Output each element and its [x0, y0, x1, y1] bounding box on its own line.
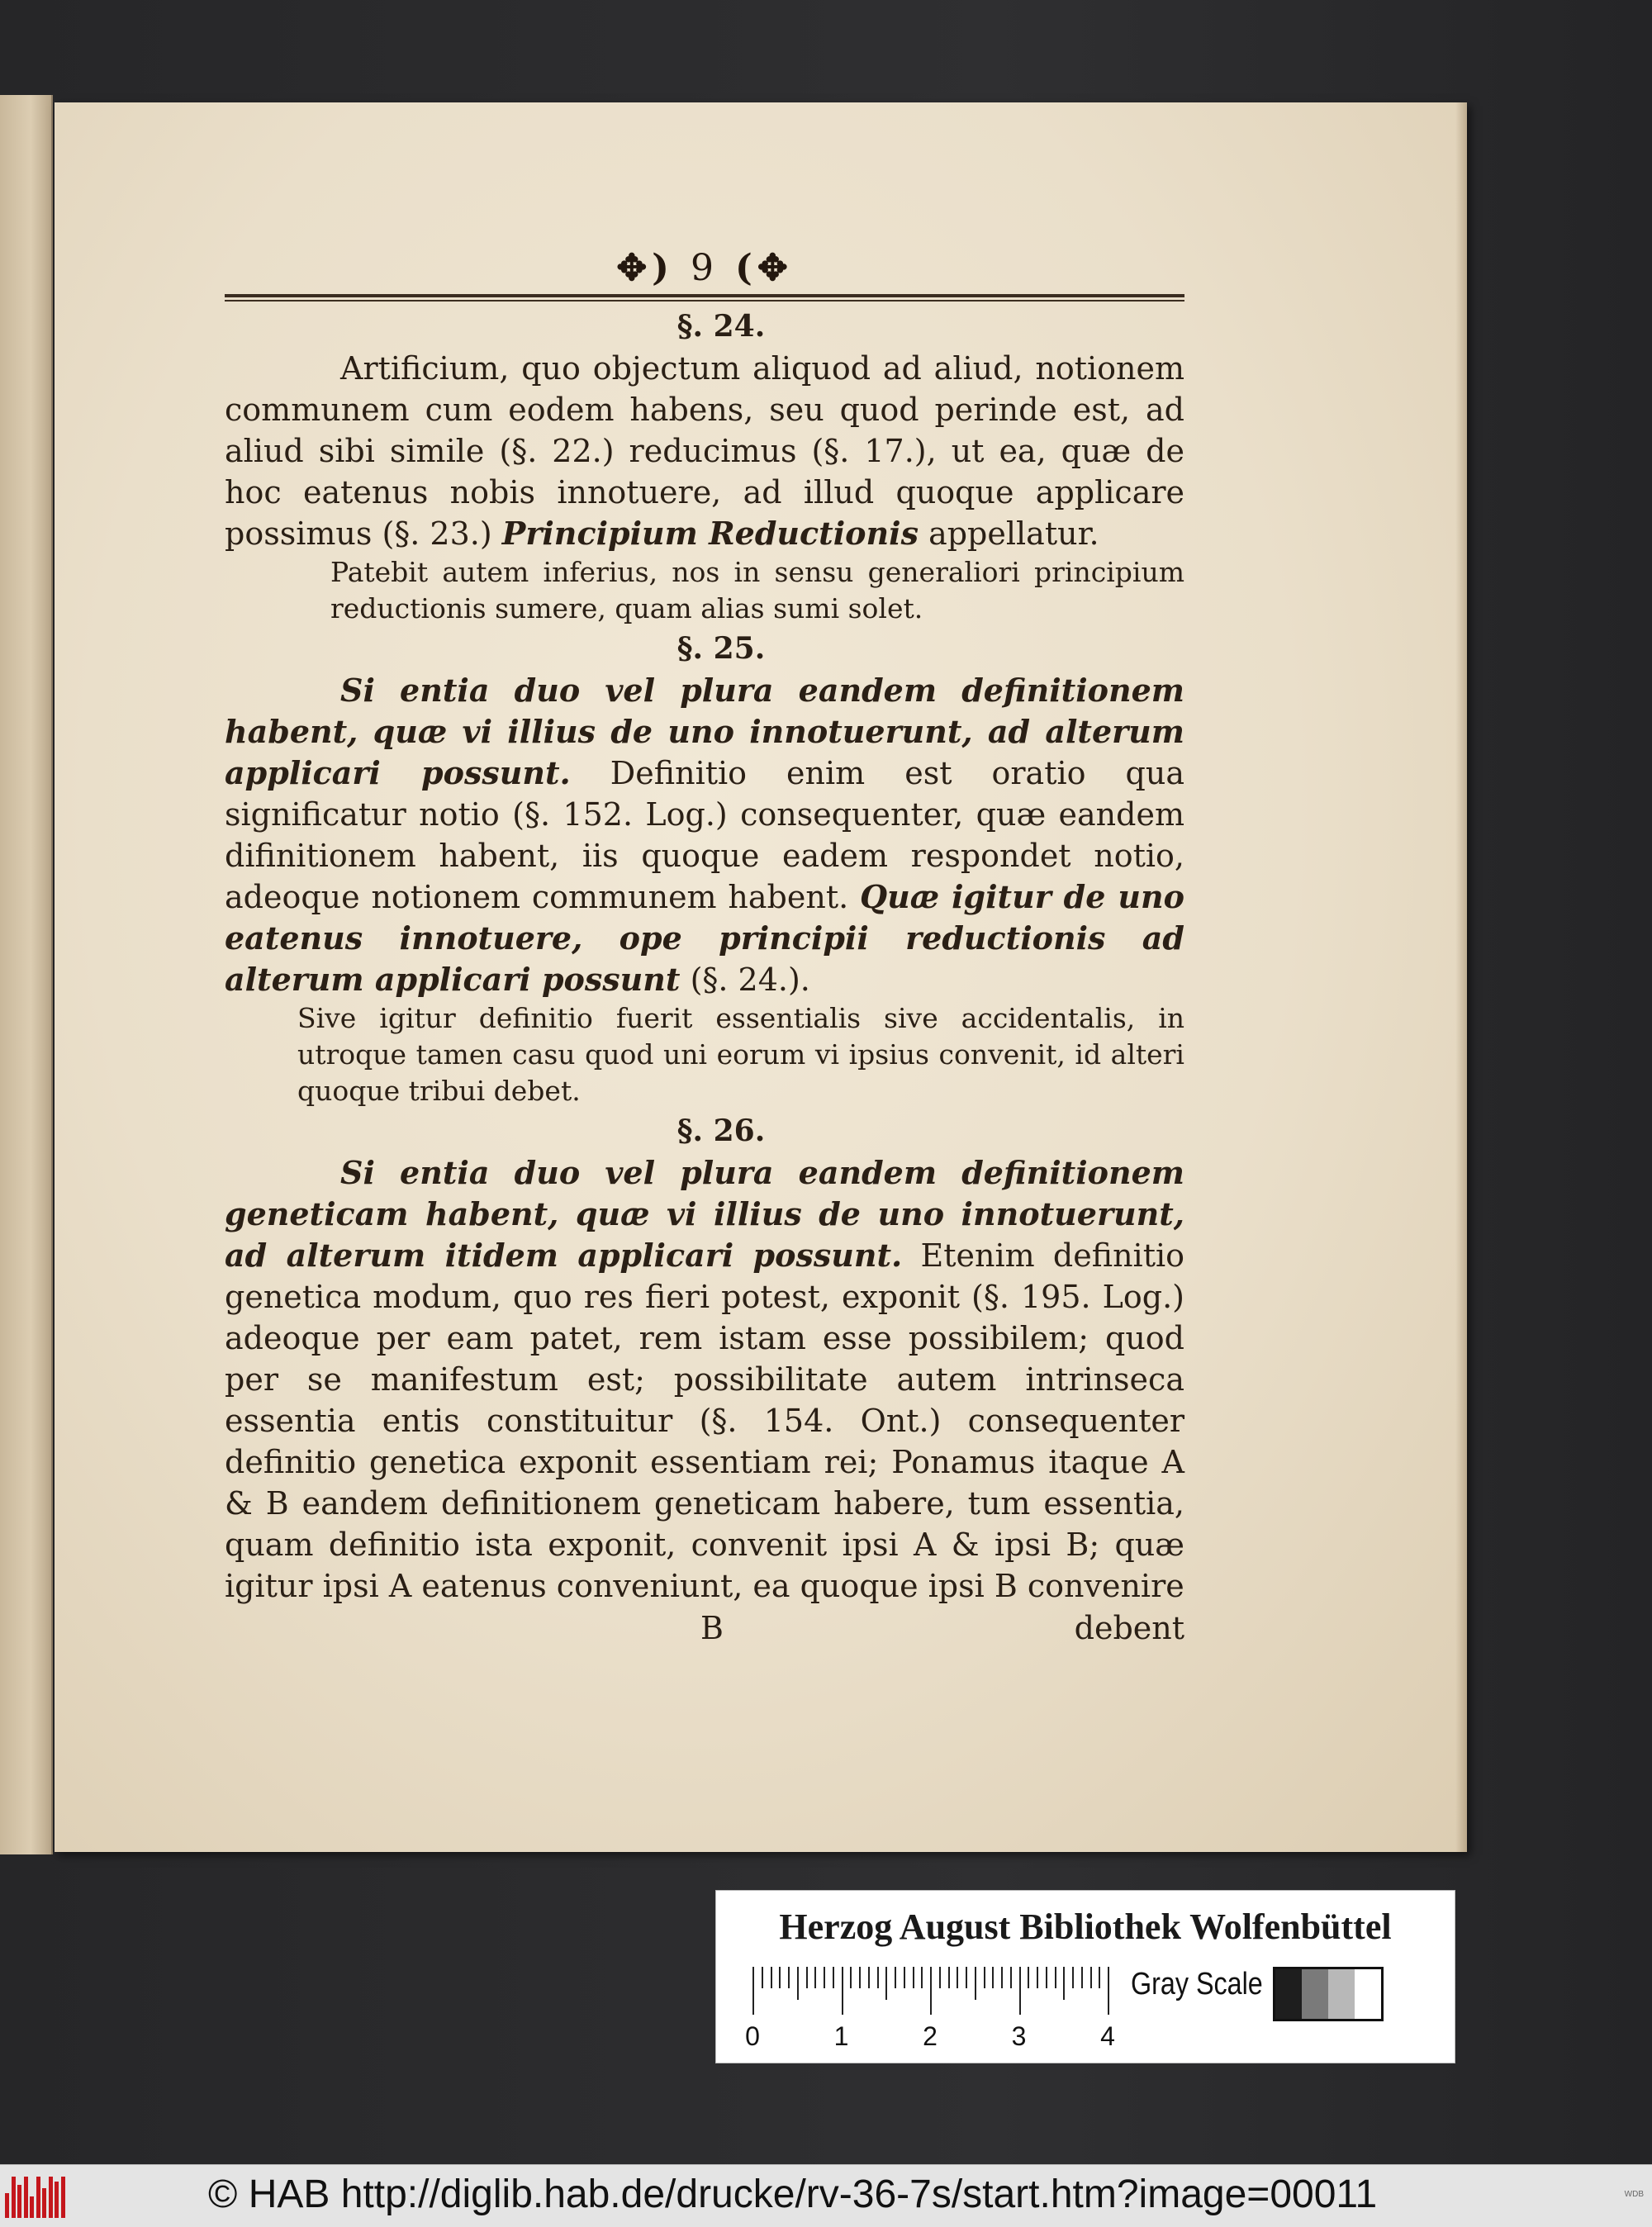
- logo-bar: [30, 2196, 34, 2218]
- header-ornament-right: (✥: [735, 247, 793, 289]
- ruler-tick: [833, 1967, 834, 1988]
- ruler-tick: [806, 1967, 808, 1988]
- section-26-text: [225, 1152, 1184, 1607]
- library-color-card: [715, 1890, 1455, 2063]
- ruler-tick: [877, 1967, 879, 1988]
- page-text-block: [225, 243, 1184, 1650]
- page-number: 9: [691, 247, 719, 289]
- ruler-tick: [921, 1967, 923, 1988]
- section-25-body: Definitio enim est oratio qua significatur notio (§. 152. Log.) consequenter, quæ eandem difinitionem habent, iis quoque eadem respondet notio, adeoque notionem communem habent.: [225, 755, 1184, 915]
- ruler-tick: [1090, 1967, 1092, 1988]
- ruler-tick: [1010, 1967, 1012, 1988]
- ruler-tick: [814, 1967, 816, 1988]
- ruler-tick: [788, 1967, 790, 1988]
- ruler-tick: [1001, 1967, 1003, 1988]
- ruler-tick: [948, 1967, 950, 1988]
- ruler-tick: [1063, 1967, 1065, 2000]
- book-page: [55, 102, 1467, 1852]
- ruler-tick: [1072, 1967, 1074, 1988]
- logo-bar: [17, 2185, 21, 2218]
- ruler-label: 4: [1100, 2021, 1115, 2051]
- scale-ruler: [745, 1967, 1115, 2051]
- gray-scale-chart: [1273, 1967, 1384, 2021]
- ruler-tick: [992, 1967, 994, 1988]
- logo-bar: [5, 2193, 9, 2218]
- logo-bar: [42, 2188, 46, 2218]
- section-mark-26: §. 26.: [676, 1114, 766, 1148]
- logo-bar: [24, 2177, 28, 2218]
- ruler-tick: [885, 1967, 887, 2000]
- section-24-body: Artificium, quo objectum aliquod ad aliud, notionem communem cum eodem habens, seu quod perinde est, ad aliud sibi simile (§. 22.) reducimus (§. 17.), ut ea, quæ de hoc eatenus nobis innotuere, ad illud quoque applicare possimus (§. 23.): [225, 350, 1184, 552]
- ruler-tick: [850, 1967, 852, 1988]
- section-25-ref: (§. 24.).: [690, 962, 810, 998]
- gray-step: [1328, 1969, 1355, 2019]
- ruler-tick: [984, 1967, 985, 1988]
- ruler-tick: [1108, 1967, 1109, 2015]
- ruler-tick: [868, 1967, 870, 1988]
- section-26-body: Etenim definitio genetica modum, quo res fieri potest, exponit (§. 195. Log.) adeoque per eam patet, rem istam esse possibilem; quod per se manifestum est; possibilitate autem intrinseca essentia entis constituitur (§. 154. Ont.) consequenter definitio genetica exponit essentiam rei; Ponamus itaque A & B eandem definitionem geneticam habere, tum essentia, quam definitio ista exponit, convenit ipsi A & ipsi B; quæ igitur ipsi A eatenus conveniunt, ea quoque ipsi B convenire: [225, 1237, 1184, 1604]
- section-24-note: Patebit autem inferius, nos in sensu generaliori principium reductionis sumere, quam alias sumi solet.: [330, 556, 1184, 624]
- ruler-label: 2: [923, 2021, 938, 2051]
- page-footer-line: [225, 1607, 1184, 1650]
- section-25-lead: Si entia duo vel plura eandem definitionem habent, quæ vi illius de uno innotuerunt, ad alterum applicari possunt.: [225, 672, 1184, 791]
- logo-bar: [36, 2177, 40, 2218]
- page-header: [225, 243, 1184, 294]
- ruler-tick: [957, 1967, 958, 1988]
- ruler-tick: [913, 1967, 914, 1988]
- ruler-tick: [771, 1967, 772, 1988]
- gray-step: [1275, 1969, 1302, 2019]
- catchword: debent: [1074, 1610, 1184, 1646]
- ruler-label: 1: [833, 2021, 849, 2051]
- ruler-tick: [752, 1967, 754, 2015]
- logo-bar: [12, 2177, 16, 2218]
- page-edge-shadow: [1455, 102, 1467, 1852]
- library-name: Herzog August Bibliothek Wolfenbüttel: [779, 1906, 1392, 1947]
- section-25-text: [225, 670, 1184, 1000]
- ruler-label: 0: [745, 2021, 760, 2051]
- logo-bar: [55, 2182, 59, 2218]
- section-26-lead: Si entia duo vel plura eandem definitionem geneticam habent, quæ vi illius de uno innotuerunt, ad alterum itidem applicari possunt.: [225, 1154, 1184, 1274]
- wdb-mark: WDB: [1624, 2190, 1644, 2199]
- ruler-tick: [842, 1967, 843, 2015]
- logo-bar: [49, 2177, 53, 2218]
- section-25-conclusion: Quæ igitur de uno eatenus innotuere, ope principii reductionis ad alterum applicari possunt: [225, 878, 1184, 998]
- ruler-tick: [966, 1967, 967, 1988]
- section-24-term: Principium Reductionis: [501, 515, 919, 552]
- hab-logo-icon: [5, 2177, 71, 2218]
- gray-scale-label: Gray Scale: [1131, 1967, 1263, 2001]
- ruler-tick: [1046, 1967, 1047, 1988]
- section-24-tail: appellatur.: [928, 515, 1099, 552]
- ruler-tick: [1037, 1967, 1038, 1988]
- ruler-tick: [762, 1967, 763, 1988]
- ruler-tick: [939, 1967, 941, 1988]
- header-ornament-left: ✥): [616, 247, 674, 289]
- ruler-tick: [1099, 1967, 1100, 1988]
- section-25-note: Sive igitur definitio fuerit essentialis sive accidentalis, in utroque tamen casu quod uni eorum vi ipsius convenit, id alteri quoque tribui debet.: [297, 1002, 1184, 1107]
- logo-bar: [61, 2177, 65, 2218]
- ruler-tick: [930, 1967, 932, 2015]
- ruler-tick: [904, 1967, 905, 1988]
- section-mark-24: §. 24.: [676, 309, 766, 344]
- ruler-tick: [1055, 1967, 1056, 1988]
- ruler-tick: [1019, 1967, 1021, 2015]
- copyright-url[interactable]: © HAB http://diglib.hab.de/drucke/rv-36-7s/start.htm?image=00011: [208, 2172, 1378, 2216]
- previous-page-edge: [0, 95, 53, 1854]
- gray-step: [1355, 1969, 1381, 2019]
- ruler-tick: [975, 1967, 976, 2000]
- signature-mark: B: [700, 1610, 724, 1646]
- ruler-tick: [797, 1967, 799, 2000]
- header-rule: [225, 294, 1184, 302]
- ruler-tick: [824, 1967, 825, 1988]
- gray-step: [1302, 1969, 1328, 2019]
- ruler-tick: [779, 1967, 781, 1988]
- ruler-tick: [859, 1967, 861, 1988]
- ruler-tick: [1028, 1967, 1029, 1988]
- ruler-tick: [1081, 1967, 1083, 1988]
- section-24-text: [225, 348, 1184, 554]
- section-mark-25: §. 25.: [676, 631, 766, 666]
- footer-bar: [0, 2164, 1652, 2227]
- ruler-label: 3: [1011, 2021, 1027, 2051]
- ruler-tick: [895, 1967, 896, 1988]
